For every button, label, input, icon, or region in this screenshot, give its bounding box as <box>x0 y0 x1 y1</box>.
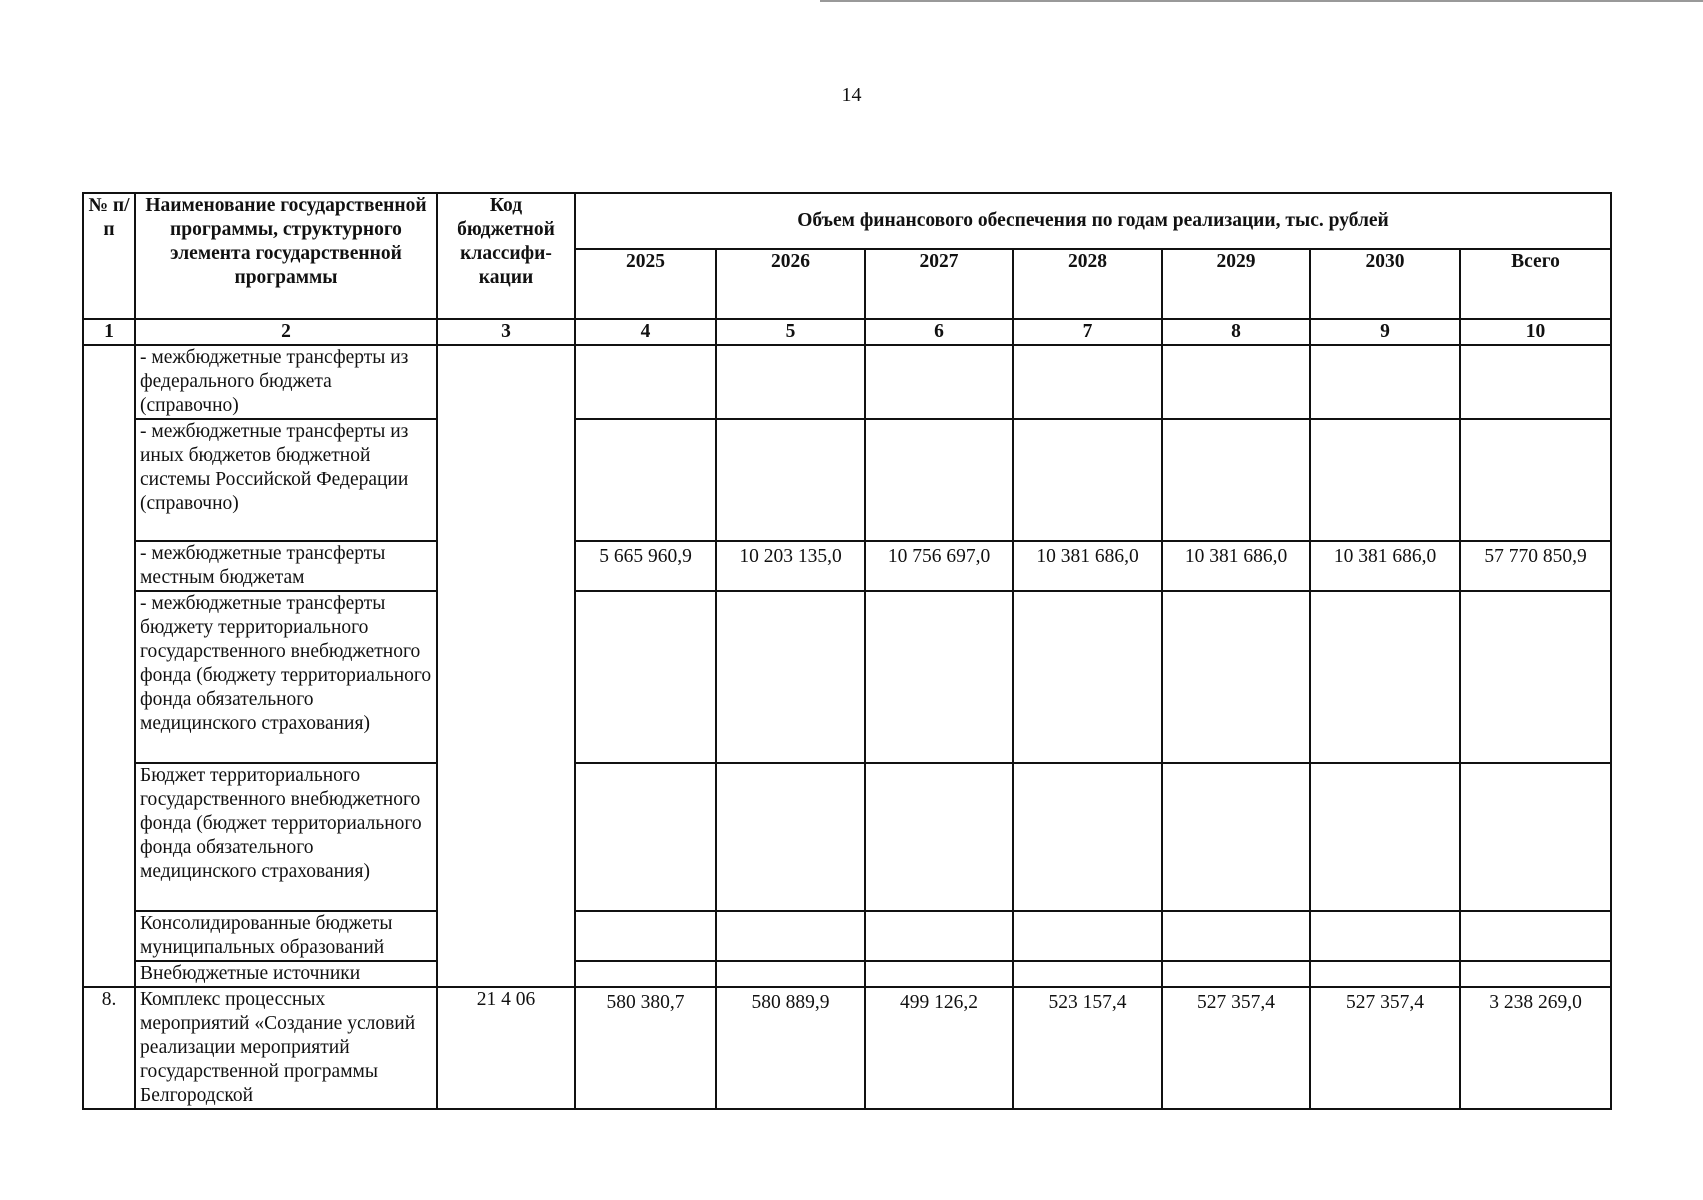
value-cell <box>1310 591 1460 763</box>
page-number: 14 <box>841 84 862 106</box>
row-num: 8. <box>83 987 135 1109</box>
top-rule <box>820 0 1703 2</box>
value-cell <box>575 419 716 541</box>
row-num-merged <box>83 345 135 987</box>
value-cell: 10 381 686,0 <box>1310 541 1460 591</box>
value-cell <box>716 961 865 987</box>
header-volume: Объем финансового обеспечения по годам реализации, тыс. рублей <box>575 193 1611 249</box>
value-cell: 523 157,4 <box>1013 987 1162 1109</box>
column-number: 7 <box>1013 319 1162 345</box>
row-code-merged <box>437 345 575 987</box>
value-cell <box>716 911 865 961</box>
value-cell <box>1162 591 1310 763</box>
table-row <box>83 591 1611 763</box>
column-number: 6 <box>865 319 1013 345</box>
value-cell <box>575 763 716 911</box>
value-cell <box>1310 345 1460 419</box>
column-number: 10 <box>1460 319 1611 345</box>
row-name: Бюджет территориального государственного внебюджетного фонда (бюджет территориального фонда обязательного медицинского страхования) <box>135 763 437 911</box>
row-name: - межбюджетные трансферты из федерального бюджета (справочно) <box>135 345 437 419</box>
financing-table <box>82 192 1612 1110</box>
value-cell: 10 756 697,0 <box>865 541 1013 591</box>
table-row <box>83 419 1611 541</box>
value-cell <box>865 961 1013 987</box>
row-name: Комплекс процессных мероприятий «Создание условий реализации мероприятий государственной программы Белгородской <box>135 987 437 1109</box>
column-number: 8 <box>1162 319 1310 345</box>
value-cell <box>1460 961 1611 987</box>
value-cell: 3 238 269,0 <box>1460 987 1611 1109</box>
table-row <box>83 987 1611 1109</box>
value-cell <box>865 345 1013 419</box>
header-year: 2030 <box>1310 249 1460 319</box>
value-cell <box>716 591 865 763</box>
value-cell <box>575 911 716 961</box>
row-code: 21 4 06 <box>437 987 575 1109</box>
value-cell <box>575 591 716 763</box>
value-cell <box>1460 419 1611 541</box>
table-row <box>83 345 1611 419</box>
value-cell <box>1013 911 1162 961</box>
value-cell <box>865 419 1013 541</box>
table-row <box>83 541 1611 591</box>
value-cell <box>1013 345 1162 419</box>
value-cell <box>1013 961 1162 987</box>
value-cell: 10 381 686,0 <box>1013 541 1162 591</box>
value-cell <box>716 345 865 419</box>
value-cell: 499 126,2 <box>865 987 1013 1109</box>
value-cell <box>1162 345 1310 419</box>
header-year: 2025 <box>575 249 716 319</box>
header-code: Код бюджетной классифи-кации <box>437 193 575 319</box>
value-cell <box>1310 911 1460 961</box>
value-cell: 5 665 960,9 <box>575 541 716 591</box>
table-row <box>83 911 1611 961</box>
value-cell: 57 770 850,9 <box>1460 541 1611 591</box>
column-number: 4 <box>575 319 716 345</box>
column-number: 1 <box>83 319 135 345</box>
value-cell: 10 381 686,0 <box>1162 541 1310 591</box>
value-cell <box>1310 763 1460 911</box>
row-name: - межбюджетные трансферты из иных бюджетов бюджетной системы Российской Федерации (справочно) <box>135 419 437 541</box>
value-cell <box>716 419 865 541</box>
value-cell <box>1013 419 1162 541</box>
value-cell <box>1310 961 1460 987</box>
row-name: Консолидированные бюджеты муниципальных образований <box>135 911 437 961</box>
value-cell <box>716 763 865 911</box>
value-cell <box>1013 591 1162 763</box>
table-row <box>83 763 1611 911</box>
value-cell: 527 357,4 <box>1310 987 1460 1109</box>
value-cell <box>575 961 716 987</box>
value-cell <box>865 763 1013 911</box>
value-cell: 10 203 135,0 <box>716 541 865 591</box>
value-cell: 580 889,9 <box>716 987 865 1109</box>
header-num: № п/п <box>83 193 135 319</box>
value-cell <box>1162 961 1310 987</box>
value-cell <box>1013 763 1162 911</box>
value-cell <box>1162 911 1310 961</box>
column-number: 5 <box>716 319 865 345</box>
value-cell <box>1162 763 1310 911</box>
value-cell <box>865 591 1013 763</box>
column-number: 2 <box>135 319 437 345</box>
header-year: 2027 <box>865 249 1013 319</box>
header-year: 2026 <box>716 249 865 319</box>
value-cell <box>1460 591 1611 763</box>
value-cell <box>865 911 1013 961</box>
row-name: Внебюджетные источники <box>135 961 437 987</box>
value-cell: 527 357,4 <box>1162 987 1310 1109</box>
header-total: Всего <box>1460 249 1611 319</box>
value-cell <box>575 345 716 419</box>
value-cell <box>1460 763 1611 911</box>
row-name: - межбюджетные трансферты местным бюджетам <box>135 541 437 591</box>
value-cell <box>1460 911 1611 961</box>
table-row <box>83 961 1611 987</box>
column-number: 9 <box>1310 319 1460 345</box>
value-cell <box>1310 419 1460 541</box>
header-year: 2028 <box>1013 249 1162 319</box>
header-year: 2029 <box>1162 249 1310 319</box>
value-cell <box>1162 419 1310 541</box>
header-name: Наименование государственной программы, структурного элемента государственной программы <box>135 193 437 319</box>
row-name: - межбюджетные трансферты бюджету территориального государственного внебюджетного фонда (бюджету территориального фонда обязательного медицинского страхования) <box>135 591 437 763</box>
value-cell: 580 380,7 <box>575 987 716 1109</box>
column-numbers-row <box>83 319 1611 345</box>
value-cell <box>1460 345 1611 419</box>
column-number: 3 <box>437 319 575 345</box>
